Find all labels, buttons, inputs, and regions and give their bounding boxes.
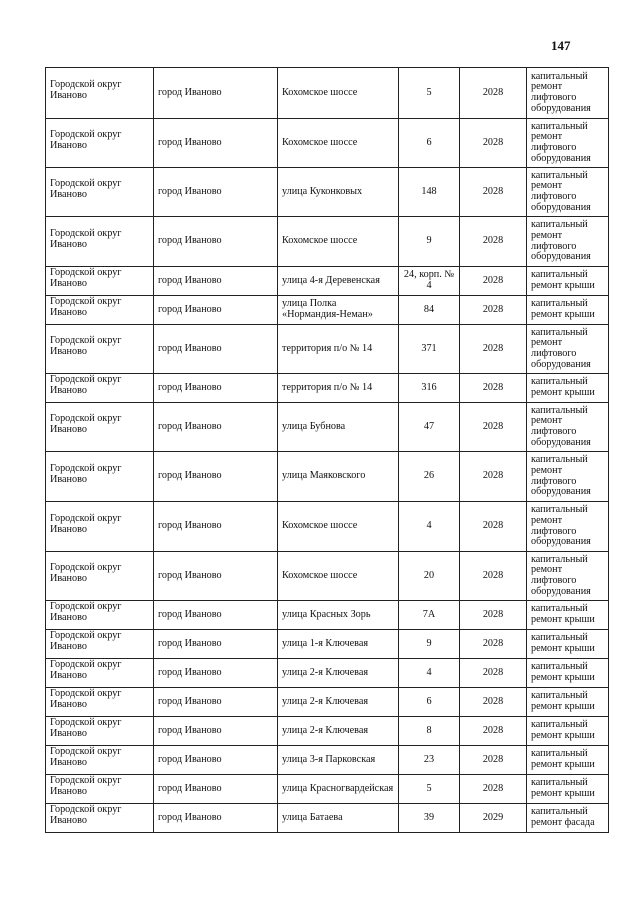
district-text: Городской округ Иваново [50, 462, 122, 485]
table-row [46, 630, 609, 659]
district-cell [46, 746, 154, 775]
house-number-cell: 5 [399, 775, 460, 804]
house-number-cell: 148 [399, 168, 460, 217]
year-cell: 2028 [460, 325, 527, 374]
table-row [46, 168, 609, 217]
district-text: Городской округ Иваново [50, 374, 122, 396]
district-cell [46, 452, 154, 502]
table-row [46, 775, 609, 804]
table-body [46, 68, 609, 833]
district-cell [46, 68, 154, 119]
street-cell: Кохомское шоссе [278, 68, 399, 119]
year-cell: 2028 [460, 119, 527, 168]
house-number-cell: 5 [399, 68, 460, 119]
district-cell [46, 168, 154, 217]
work-type-cell: капитальный ремонт крыши [527, 601, 609, 630]
work-type-cell: капитальный ремонт лифтового оборудования [527, 452, 609, 502]
repair-schedule-table [45, 67, 609, 833]
work-type-cell: капитальный ремонт крыши [527, 717, 609, 746]
district-cell [46, 804, 154, 833]
district-text: Городской округ Иваново [50, 659, 122, 681]
year-cell: 2028 [460, 630, 527, 659]
district-cell [46, 267, 154, 296]
street-cell: территория п/о № 14 [278, 325, 399, 374]
house-number-cell: 23 [399, 746, 460, 775]
work-type-cell: капитальный ремонт крыши [527, 296, 609, 325]
district-text: Городской округ Иваново [50, 267, 122, 289]
work-type-cell: капитальный ремонт крыши [527, 630, 609, 659]
table-row [46, 403, 609, 452]
street-cell: улица Бубнова [278, 403, 399, 452]
street-cell: улица Красных Зорь [278, 601, 399, 630]
house-number-cell: 316 [399, 374, 460, 403]
year-cell: 2029 [460, 804, 527, 833]
work-type-cell: капитальный ремонт крыши [527, 267, 609, 296]
table-row [46, 119, 609, 168]
district-text: Городской округ Иваново [50, 227, 122, 250]
street-cell: улица 2-я Ключевая [278, 659, 399, 688]
house-number-cell: 371 [399, 325, 460, 374]
table-row [46, 68, 609, 119]
work-type-cell: капитальный ремонт крыши [527, 746, 609, 775]
house-number-cell: 4 [399, 502, 460, 552]
settlement-cell: город Иваново [154, 659, 278, 688]
street-cell: улица Батаева [278, 804, 399, 833]
district-cell [46, 296, 154, 325]
year-cell: 2028 [460, 746, 527, 775]
work-type-cell: капитальный ремонт крыши [527, 374, 609, 403]
street-cell: территория п/о № 14 [278, 374, 399, 403]
year-cell: 2028 [460, 601, 527, 630]
street-cell: улица 1-я Ключевая [278, 630, 399, 659]
settlement-cell: город Иваново [154, 374, 278, 403]
work-type-cell: капитальный ремонт лифтового оборудования [527, 119, 609, 168]
year-cell: 2028 [460, 296, 527, 325]
district-cell [46, 502, 154, 552]
work-type-cell: капитальный ремонт крыши [527, 659, 609, 688]
house-number-cell: 4 [399, 659, 460, 688]
house-number-cell: 24, корп. № 4 [399, 267, 460, 296]
table-row [46, 601, 609, 630]
district-text: Городской округ Иваново [50, 746, 122, 768]
street-cell: улица Полка «Нормандия-Неман» [278, 296, 399, 325]
street-cell: улица Красногвардейская [278, 775, 399, 804]
house-number-cell: 6 [399, 688, 460, 717]
settlement-cell: город Иваново [154, 746, 278, 775]
house-number-cell: 9 [399, 217, 460, 267]
year-cell: 2028 [460, 775, 527, 804]
settlement-cell: город Иваново [154, 296, 278, 325]
table-row [46, 217, 609, 267]
work-type-cell: капитальный ремонт лифтового оборудования [527, 552, 609, 601]
table-row [46, 267, 609, 296]
page-number: 147 [551, 38, 571, 53]
settlement-cell: город Иваново [154, 601, 278, 630]
district-text: Городской округ Иваново [50, 413, 122, 435]
settlement-cell: город Иваново [154, 552, 278, 601]
work-type-cell: капитальный ремонт крыши [527, 775, 609, 804]
district-cell [46, 552, 154, 601]
year-cell: 2028 [460, 717, 527, 746]
table-row [46, 659, 609, 688]
district-cell [46, 601, 154, 630]
year-cell: 2028 [460, 502, 527, 552]
settlement-cell: город Иваново [154, 717, 278, 746]
house-number-cell: 84 [399, 296, 460, 325]
settlement-cell: город Иваново [154, 502, 278, 552]
house-number-cell: 47 [399, 403, 460, 452]
district-text: Городской округ Иваново [50, 717, 122, 739]
table-row [46, 552, 609, 601]
settlement-cell: город Иваново [154, 325, 278, 374]
work-type-cell: капитальный ремонт фасада [527, 804, 609, 833]
table-row [46, 746, 609, 775]
year-cell: 2028 [460, 168, 527, 217]
year-cell: 2028 [460, 659, 527, 688]
district-text: Городской округ Иваново [50, 804, 122, 826]
house-number-cell: 6 [399, 119, 460, 168]
district-cell [46, 119, 154, 168]
street-cell: Кохомское шоссе [278, 217, 399, 267]
table-row [46, 717, 609, 746]
settlement-cell: город Иваново [154, 217, 278, 267]
street-cell: Кохомское шоссе [278, 119, 399, 168]
district-cell [46, 659, 154, 688]
settlement-cell: город Иваново [154, 804, 278, 833]
district-text: Городской округ Иваново [50, 512, 122, 535]
work-type-cell: капитальный ремонт лифтового оборудования [527, 325, 609, 374]
settlement-cell: город Иваново [154, 168, 278, 217]
table-row [46, 804, 609, 833]
work-type-cell: капитальный ремонт лифтового оборудования [527, 168, 609, 217]
district-text: Городской округ Иваново [50, 775, 122, 797]
year-cell: 2028 [460, 403, 527, 452]
street-cell: улица 2-я Ключевая [278, 688, 399, 717]
street-cell: улица 2-я Ключевая [278, 717, 399, 746]
district-text: Городской округ Иваново [50, 562, 122, 584]
district-cell [46, 775, 154, 804]
district-cell [46, 217, 154, 267]
district-text: Городской округ Иваново [50, 129, 122, 151]
settlement-cell: город Иваново [154, 775, 278, 804]
house-number-cell: 39 [399, 804, 460, 833]
house-number-cell: 9 [399, 630, 460, 659]
settlement-cell: город Иваново [154, 688, 278, 717]
district-text: Городской округ Иваново [50, 601, 122, 623]
street-cell: улица 3-я Парковская [278, 746, 399, 775]
district-text: Городской округ Иваново [50, 296, 122, 318]
district-cell [46, 325, 154, 374]
district-text: Городской округ Иваново [50, 79, 122, 101]
year-cell: 2028 [460, 552, 527, 601]
district-text: Городской округ Иваново [50, 335, 122, 357]
year-cell: 2028 [460, 688, 527, 717]
year-cell: 2028 [460, 267, 527, 296]
district-cell [46, 688, 154, 717]
year-cell: 2028 [460, 452, 527, 502]
street-cell: Кохомское шоссе [278, 502, 399, 552]
table-row [46, 688, 609, 717]
settlement-cell: город Иваново [154, 119, 278, 168]
street-cell: улица Куконковых [278, 168, 399, 217]
house-number-cell: 26 [399, 452, 460, 502]
table-row [46, 374, 609, 403]
house-number-cell: 8 [399, 717, 460, 746]
street-cell: улица Маяковского [278, 452, 399, 502]
district-cell [46, 374, 154, 403]
district-text: Городской округ Иваново [50, 178, 122, 200]
district-text: Городской округ Иваново [50, 688, 122, 710]
settlement-cell: город Иваново [154, 403, 278, 452]
year-cell: 2028 [460, 374, 527, 403]
district-cell [46, 717, 154, 746]
table-row [46, 296, 609, 325]
work-type-cell: капитальный ремонт крыши [527, 688, 609, 717]
work-type-cell: капитальный ремонт лифтового оборудования [527, 68, 609, 119]
work-type-cell: капитальный ремонт лифтового оборудования [527, 502, 609, 552]
house-number-cell: 20 [399, 552, 460, 601]
year-cell: 2028 [460, 217, 527, 267]
district-cell [46, 630, 154, 659]
table-row [46, 452, 609, 502]
year-cell: 2028 [460, 68, 527, 119]
settlement-cell: город Иваново [154, 267, 278, 296]
settlement-cell: город Иваново [154, 630, 278, 659]
settlement-cell: город Иваново [154, 452, 278, 502]
settlement-cell: город Иваново [154, 68, 278, 119]
street-cell: Кохомское шоссе [278, 552, 399, 601]
work-type-cell: капитальный ремонт лифтового оборудования [527, 217, 609, 267]
table-row [46, 325, 609, 374]
district-cell [46, 403, 154, 452]
district-text: Городской округ Иваново [50, 630, 122, 652]
street-cell: улица 4-я Деревенская [278, 267, 399, 296]
table-row [46, 502, 609, 552]
house-number-cell: 7А [399, 601, 460, 630]
work-type-cell: капитальный ремонт лифтового оборудования [527, 403, 609, 452]
